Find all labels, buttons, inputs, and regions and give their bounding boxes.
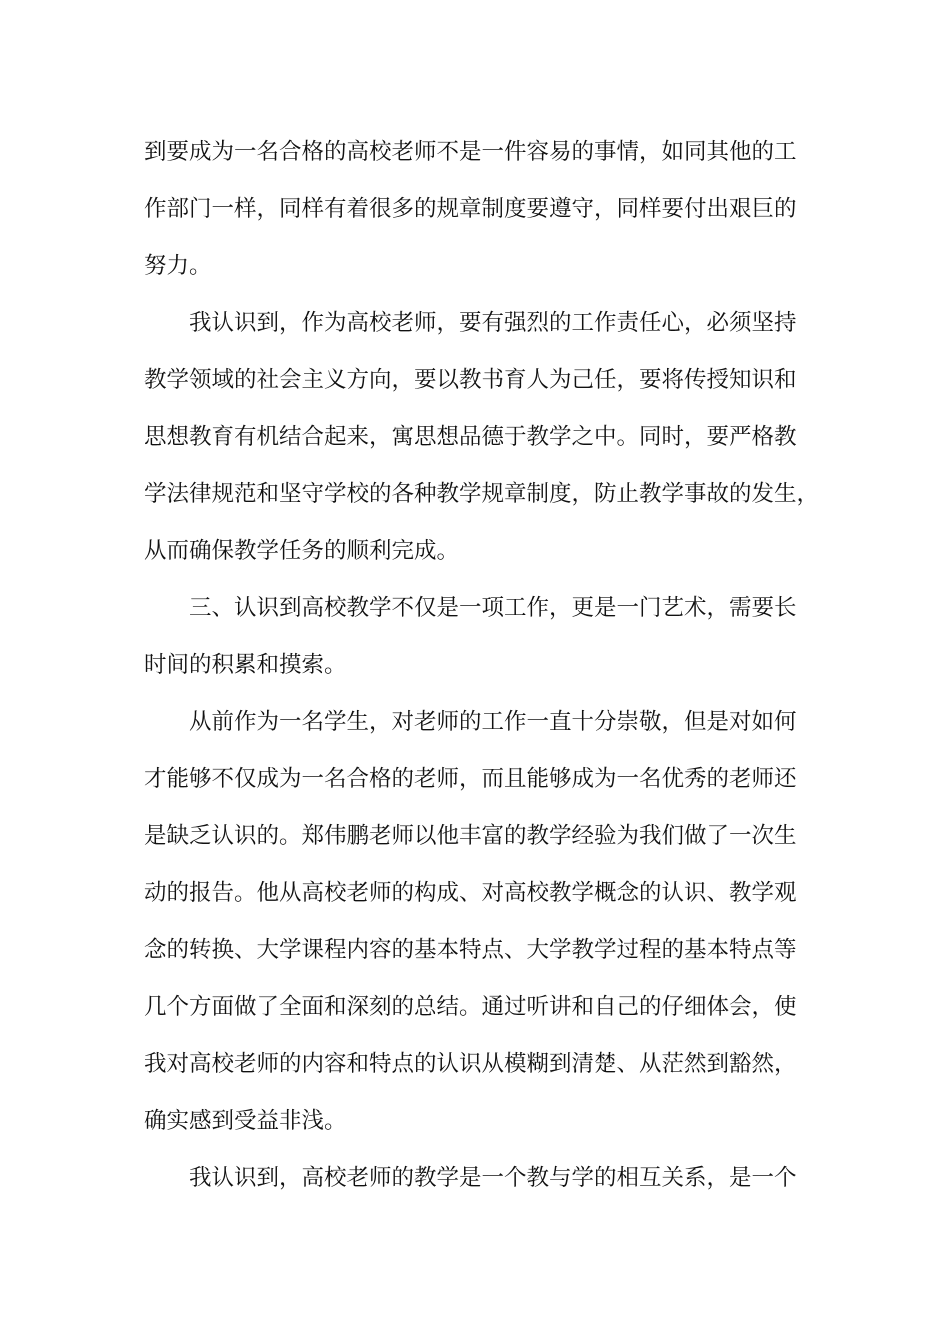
text-line: 到要成为一名合格的高校老师不是一件容易的事情，如同其他的工 xyxy=(144,139,797,165)
text-line: 动的报告。他从高校老师的构成、对高校教学概念的认识、教学观 xyxy=(144,880,797,906)
text-line: 学法律规范和坚守学校的各种教学规章制度，防止教学事故的发生， xyxy=(144,481,820,507)
text-line: 教学领域的社会主义方向，要以教书育人为己任，要将传授知识和 xyxy=(144,367,797,393)
text-line: 努力。 xyxy=(144,253,212,279)
text-line: 作部门一样，同样有着很多的规章制度要遵守，同样要付出艰巨的 xyxy=(144,196,797,222)
text-line: 念的转换、大学课程内容的基本特点、大学教学过程的基本特点等 xyxy=(144,937,797,963)
paragraph-start-line: 我认识到，作为高校老师，要有强烈的工作责任心，必须坚持 xyxy=(189,310,797,336)
text-line: 从而确保教学任务的顺利完成。 xyxy=(144,538,460,564)
text-line: 确实感到受益非浅。 xyxy=(144,1108,347,1134)
text-line: 时间的积累和摸索。 xyxy=(144,652,347,678)
text-line: 我对高校老师的内容和特点的认识从模糊到清楚、从茫然到豁然， xyxy=(144,1051,797,1077)
text-line: 几个方面做了全面和深刻的总结。通过听讲和自己的仔细体会，使 xyxy=(144,994,797,1020)
paragraph-start-line: 我认识到，高校老师的教学是一个教与学的相互关系，是一个 xyxy=(189,1165,797,1191)
text-line: 才能够不仅成为一名合格的老师，而且能够成为一名优秀的老师还 xyxy=(144,766,797,792)
section-heading-line: 三、认识到高校教学不仅是一项工作，更是一门艺术，需要长 xyxy=(189,595,797,621)
paragraph-start-line: 从前作为一名学生，对老师的工作一直十分崇敬，但是对如何 xyxy=(189,709,797,735)
text-line: 是缺乏认识的。郑伟鹏老师以他丰富的教学经验为我们做了一次生 xyxy=(144,823,797,849)
text-line: 思想教育有机结合起来，寓思想品德于教学之中。同时，要严格教 xyxy=(144,424,797,450)
